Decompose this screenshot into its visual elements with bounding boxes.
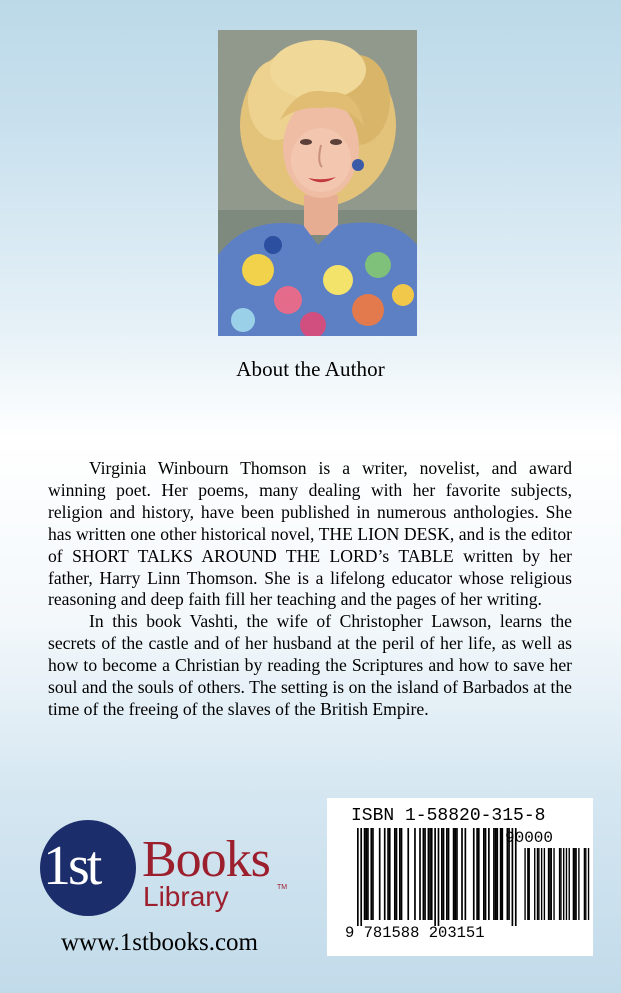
barcode-bar bbox=[473, 828, 475, 920]
barcode-digits: 9 781588 203151 bbox=[345, 924, 485, 942]
barcode-bar bbox=[438, 828, 440, 926]
barcode-bar bbox=[365, 828, 367, 920]
barcode-bar bbox=[476, 828, 478, 920]
barcode-bar bbox=[370, 828, 372, 920]
addon-bar bbox=[574, 848, 575, 920]
addon-bar bbox=[566, 848, 567, 920]
addon-bar bbox=[575, 848, 576, 920]
isbn-number: ISBN 1-58820-315-8 bbox=[351, 806, 546, 826]
barcode-bar bbox=[419, 828, 421, 920]
addon-bar bbox=[549, 848, 550, 920]
barcode-bar bbox=[364, 828, 366, 920]
logo-trademark: TM bbox=[277, 884, 288, 891]
barcode-bar bbox=[501, 828, 503, 920]
barcode-bar bbox=[387, 828, 389, 920]
barcode-bar bbox=[434, 828, 436, 926]
addon-bar bbox=[588, 848, 589, 920]
barcode-bar bbox=[407, 828, 409, 920]
addon-bar bbox=[553, 848, 554, 920]
addon-bar bbox=[529, 848, 530, 920]
barcode-bar bbox=[453, 828, 455, 920]
publisher-website: www.1stbooks.com bbox=[61, 929, 258, 956]
barcode-bar bbox=[456, 828, 458, 920]
bio-paragraph-2: In this book Vashti, the wife of Christopher Lawson, learns the secrets of the castle and of her husband at the peril of her life, as well as how to become a Christian by reading the Scriptures and how to save her soul and the souls of others. The setting is on the island of Barbados at the time of the freeing of the slaves of the British Empire. bbox=[48, 611, 572, 719]
author-biography bbox=[48, 458, 572, 721]
addon-bar bbox=[527, 848, 528, 920]
barcode-bar bbox=[478, 828, 480, 920]
addon-bar bbox=[560, 848, 561, 920]
barcode-bar bbox=[443, 828, 445, 920]
barcode-bar bbox=[465, 828, 467, 920]
barcode-bar bbox=[399, 828, 401, 920]
about-the-author-heading: About the Author bbox=[236, 357, 385, 381]
addon-bar bbox=[548, 848, 549, 920]
logo-books-text: Books bbox=[142, 831, 270, 888]
addon-bar bbox=[551, 848, 552, 920]
barcode-bar bbox=[500, 828, 502, 920]
addon-bar bbox=[584, 848, 585, 920]
barcode-bar bbox=[483, 828, 485, 920]
barcode-bar bbox=[424, 828, 426, 920]
barcode-bar bbox=[360, 828, 362, 926]
barcode-bar bbox=[384, 828, 386, 920]
barcode-bar bbox=[488, 828, 490, 920]
barcode-bar bbox=[495, 828, 497, 920]
barcode-bar bbox=[394, 828, 396, 920]
addon-bar bbox=[534, 848, 535, 920]
barcode-bar bbox=[372, 828, 374, 920]
addon-bar bbox=[537, 848, 538, 920]
barcode-bar bbox=[429, 828, 431, 920]
barcode-bar bbox=[448, 828, 450, 920]
logo-library-text: Library bbox=[143, 881, 229, 912]
barcode-bar bbox=[493, 828, 495, 920]
barcode-bar bbox=[357, 828, 359, 926]
addon-bar bbox=[559, 848, 560, 920]
bio-paragraph-1: Virginia Winbourn Thomson is a writer, novelist, and award winning poet. Her poems, many dealing with her favorite subjects, religion and history, have been published in numerous anthologies. She has written one other historical novel, THE LION DESK, and is the editor of SHORT TALKS AROUND THE LORD’s TABLE written by her father, Harry Linn Thomson. She is a lifelong educator whose religious reasoning and deep faith fill her teaching and the pages of her writing. bbox=[48, 458, 572, 610]
price-code: 90000 bbox=[505, 829, 554, 847]
barcode-bar bbox=[414, 828, 416, 920]
addon-bar bbox=[578, 848, 579, 920]
addon-bar bbox=[541, 848, 542, 920]
barcode-bar bbox=[454, 828, 456, 920]
barcode-bar bbox=[367, 828, 369, 920]
barcode-bar bbox=[461, 828, 463, 920]
barcode-bar bbox=[423, 828, 425, 920]
barcode-bar bbox=[496, 828, 498, 920]
barcode-bar bbox=[485, 828, 487, 920]
barcode-bar bbox=[431, 828, 433, 920]
addon-bar bbox=[569, 848, 570, 920]
barcode-bar bbox=[396, 828, 398, 920]
author-portrait-icon bbox=[218, 30, 417, 336]
barcode-bar bbox=[379, 828, 381, 920]
publisher-logo bbox=[40, 820, 310, 930]
barcode-bar bbox=[446, 828, 448, 920]
addon-bar bbox=[524, 848, 525, 920]
barcode-bar bbox=[389, 828, 391, 920]
addon-bar bbox=[538, 848, 539, 920]
addon-bar bbox=[573, 848, 574, 920]
barcode-bar bbox=[428, 828, 430, 920]
barcode-bar bbox=[401, 828, 403, 920]
isbn-barcode-box bbox=[327, 798, 593, 956]
addon-bar bbox=[544, 848, 545, 920]
barcode-bar bbox=[441, 828, 443, 920]
author-photo bbox=[218, 30, 417, 336]
addon-bar bbox=[585, 848, 586, 920]
addon-bar bbox=[563, 848, 564, 920]
logo-1st-text: 1st bbox=[43, 835, 100, 897]
